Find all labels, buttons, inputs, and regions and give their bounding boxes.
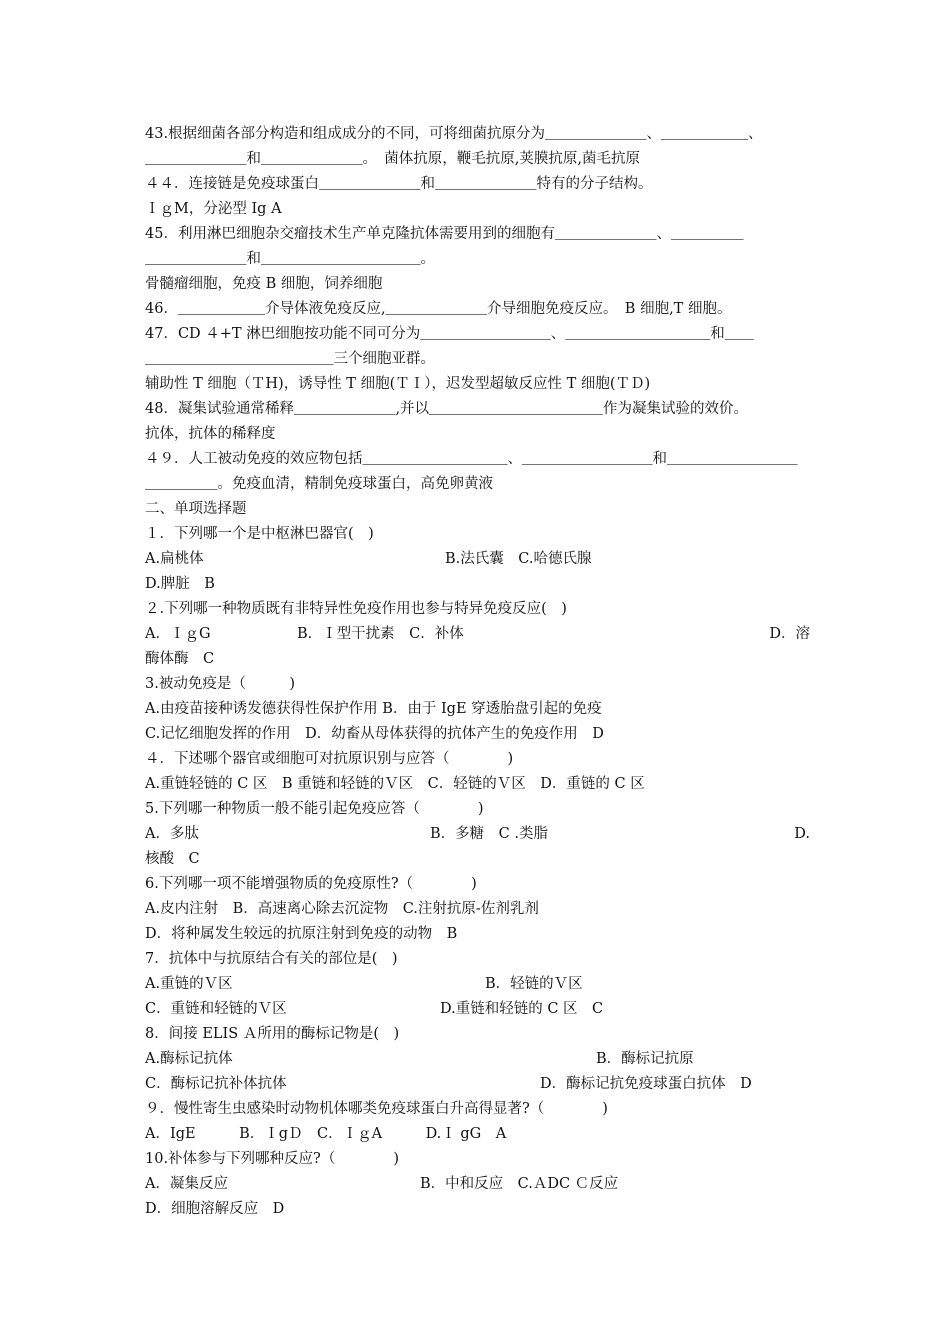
line-text: 3.被动免疫是（ ) xyxy=(145,676,295,692)
text-line xyxy=(145,272,810,297)
text-line xyxy=(145,422,810,447)
line-text: ＿＿＿＿＿。免疫血清，精制免疫球蛋白，高免卵黄液 xyxy=(145,476,493,492)
line-text: 45．利用淋巴细胞杂交瘤技术生产单克隆抗体需要用到的细胞有＿＿＿＿＿＿＿、＿＿＿＿＿ xyxy=(145,226,744,242)
line-text: D．将种属发生较远的抗原注射到免疫的动物 B xyxy=(145,926,458,942)
line-option-middle: B．多糖 C .类脂 xyxy=(430,826,548,842)
line-text: ４９．人工被动免疫的效应物包括＿＿＿＿＿＿＿＿＿＿、＿＿＿＿＿＿＿＿＿和＿＿＿＿＿＿＿＿＿ xyxy=(145,451,798,467)
line-text: １．下列哪一个是中枢淋巴器官( ) xyxy=(145,526,374,542)
line-text: A.酶标记抗体 xyxy=(145,1051,233,1067)
line-option-middle: B．酶标记抗原 xyxy=(596,1051,694,1067)
line-text: C．重链和轻链的Ｖ区 xyxy=(145,1001,287,1017)
line-option-middle: B.法氏囊 C.哈德氏腺 xyxy=(445,551,592,567)
line-text: ＩｇM，分泌型 Ig A xyxy=(145,201,282,217)
line-text: A.扁桃体 xyxy=(145,551,204,567)
text-line xyxy=(145,247,810,272)
text-line xyxy=(145,597,810,622)
line-text: ＿＿＿＿＿＿＿＿＿＿＿＿＿三个细胞亚群。 xyxy=(145,351,435,367)
line-text: ＿＿＿＿＿＿＿和＿＿＿＿＿＿＿。 菌体抗原，鞭毛抗原,荚膜抗原,菌毛抗原 xyxy=(145,151,640,167)
line-text: 酶体酶 C xyxy=(145,651,215,667)
line-text: 7．抗体中与抗原结合有关的部位是( ) xyxy=(145,951,398,967)
line-text: 47．CD ４+T 淋巴细胞按功能不同可分为＿＿＿＿＿＿＿＿＿、＿＿＿＿＿＿＿＿＿＿和＿＿ xyxy=(145,326,754,342)
text-line xyxy=(145,172,810,197)
line-text: C．酶标记抗补体抗体 xyxy=(145,1076,287,1092)
line-option-middle: B．中和反应 C.ＡDC Ｃ反应 xyxy=(420,1176,619,1192)
text-line xyxy=(145,572,810,597)
text-line xyxy=(145,672,810,697)
line-option-right: D．溶 xyxy=(769,626,810,642)
text-line xyxy=(145,897,810,922)
text-line xyxy=(145,1147,810,1172)
line-text: A．多肽 xyxy=(145,826,199,842)
text-line xyxy=(145,497,810,522)
line-option-middle: B．Ｉ型干扰素 C．补体 xyxy=(297,626,464,642)
line-text: A.皮内注射 B．高速离心除去沉淀物 C.注射抗原-佐剂乳剂 xyxy=(145,901,539,917)
line-text: ９．慢性寄生虫感染时动物机体哪类免疫球蛋白升高得显著?（ ) xyxy=(145,1101,608,1117)
text-line xyxy=(145,1072,810,1097)
line-text: 10.补体参与下列哪种反应?（ ) xyxy=(145,1151,399,1167)
text-line xyxy=(145,1047,810,1072)
text-line xyxy=(145,147,810,172)
line-text: 骨髓瘤细胞，免疫 B 细胞，饲养细胞 xyxy=(145,276,383,292)
text-line xyxy=(145,197,810,222)
line-text: D．细胞溶解反应 D xyxy=(145,1201,285,1217)
text-line xyxy=(145,822,810,847)
line-text: 核酸 C xyxy=(145,851,200,867)
text-line xyxy=(145,1022,810,1047)
text-line xyxy=(145,772,810,797)
text-line xyxy=(145,747,810,772)
text-line xyxy=(145,1172,810,1197)
line-text: ＿＿＿＿＿＿＿和＿＿＿＿＿＿＿＿＿＿＿。 xyxy=(145,251,435,267)
line-text: ４４．连接链是免疫球蛋白＿＿＿＿＿＿＿和＿＿＿＿＿＿＿特有的分子结构。 xyxy=(145,176,653,192)
line-text: ２.下列哪一种物质既有非特异性免疫作用也参与特异免疫反应( ) xyxy=(145,601,567,617)
text-line xyxy=(145,472,810,497)
text-line xyxy=(145,847,810,872)
text-line xyxy=(145,922,810,947)
text-line xyxy=(145,972,810,997)
text-line xyxy=(145,347,810,372)
line-text: A．凝集反应 xyxy=(145,1176,228,1192)
text-line xyxy=(145,622,810,647)
text-line xyxy=(145,947,810,972)
text-line xyxy=(145,222,810,247)
line-text: 43.根据细菌各部分构造和组成成分的不同，可将细菌抗原分为＿＿＿＿＿＿＿、＿＿＿＿＿＿、 xyxy=(145,126,763,142)
line-text: 46．＿＿＿＿＿＿介导体液免疫反应,＿＿＿＿＿＿＿介导细胞免疫反应。 B 细胞,T 细胞。 xyxy=(145,301,732,317)
text-line xyxy=(145,722,810,747)
text-line xyxy=(145,547,810,572)
line-text: 辅助性 T 细胞（ＴH)，诱导性 T 细胞(ＴＩ），迟发型超敏反应性 T 细胞(ＴＤ) xyxy=(145,376,651,392)
text-line xyxy=(145,1097,810,1122)
line-text: 5.下列哪一种物质一般不能引起免疫应答（ ) xyxy=(145,801,484,817)
text-line xyxy=(145,372,810,397)
text-line xyxy=(145,297,810,322)
text-line xyxy=(145,522,810,547)
text-line xyxy=(145,322,810,347)
text-line xyxy=(145,1197,810,1222)
line-text: D.脾脏 B xyxy=(145,576,215,592)
line-option-middle: D．酶标记抗免疫球蛋白抗体 D xyxy=(540,1076,752,1092)
line-option-middle: B．轻链的Ｖ区 xyxy=(485,976,583,992)
line-text: 二、单项选择题 xyxy=(145,501,247,517)
line-text: A.重链轻链的 C 区 B 重链和轻链的Ｖ区 C．轻链的Ｖ区 D．重链的 C 区 xyxy=(145,776,645,792)
text-line xyxy=(145,872,810,897)
text-line xyxy=(145,697,810,722)
line-option-middle: D.重链和轻链的 C 区 C xyxy=(440,1001,604,1017)
line-text: 8．间接 ELIS Ａ所用的酶标记物是( ) xyxy=(145,1026,400,1042)
line-text: A.由疫苗接种诱发德获得性保护作用 B．由于 IgE 穿透胎盘引起的免疫 xyxy=(145,701,602,717)
document-page xyxy=(145,122,810,1222)
line-text: 48．凝集试验通常稀释＿＿＿＿＿＿＿,并以＿＿＿＿＿＿＿＿＿＿＿＿作为凝集试验的效价。 xyxy=(145,401,749,417)
text-line xyxy=(145,447,810,472)
text-line xyxy=(145,647,810,672)
line-text: A．IgE B．ＩgＤ C．ＩｇA D.Ｉ gG A xyxy=(145,1126,507,1142)
line-text: ４．下述哪个器官或细胞可对抗原识别与应答（ ) xyxy=(145,751,514,767)
text-line xyxy=(145,397,810,422)
text-line xyxy=(145,797,810,822)
line-option-right: D. xyxy=(794,826,810,842)
line-text: A.重链的Ｖ区 xyxy=(145,976,233,992)
line-text: 抗体，抗体的稀释度 xyxy=(145,426,276,442)
line-text: A．ＩｇG xyxy=(145,626,211,642)
line-text: 6.下列哪一项不能增强物质的免疫原性?（ ) xyxy=(145,876,477,892)
text-line xyxy=(145,1122,810,1147)
text-line xyxy=(145,997,810,1022)
line-text: C.记忆细胞发挥的作用 D．幼畜从母体获得的抗体产生的免疫作用 D xyxy=(145,726,604,742)
text-line xyxy=(145,122,810,147)
